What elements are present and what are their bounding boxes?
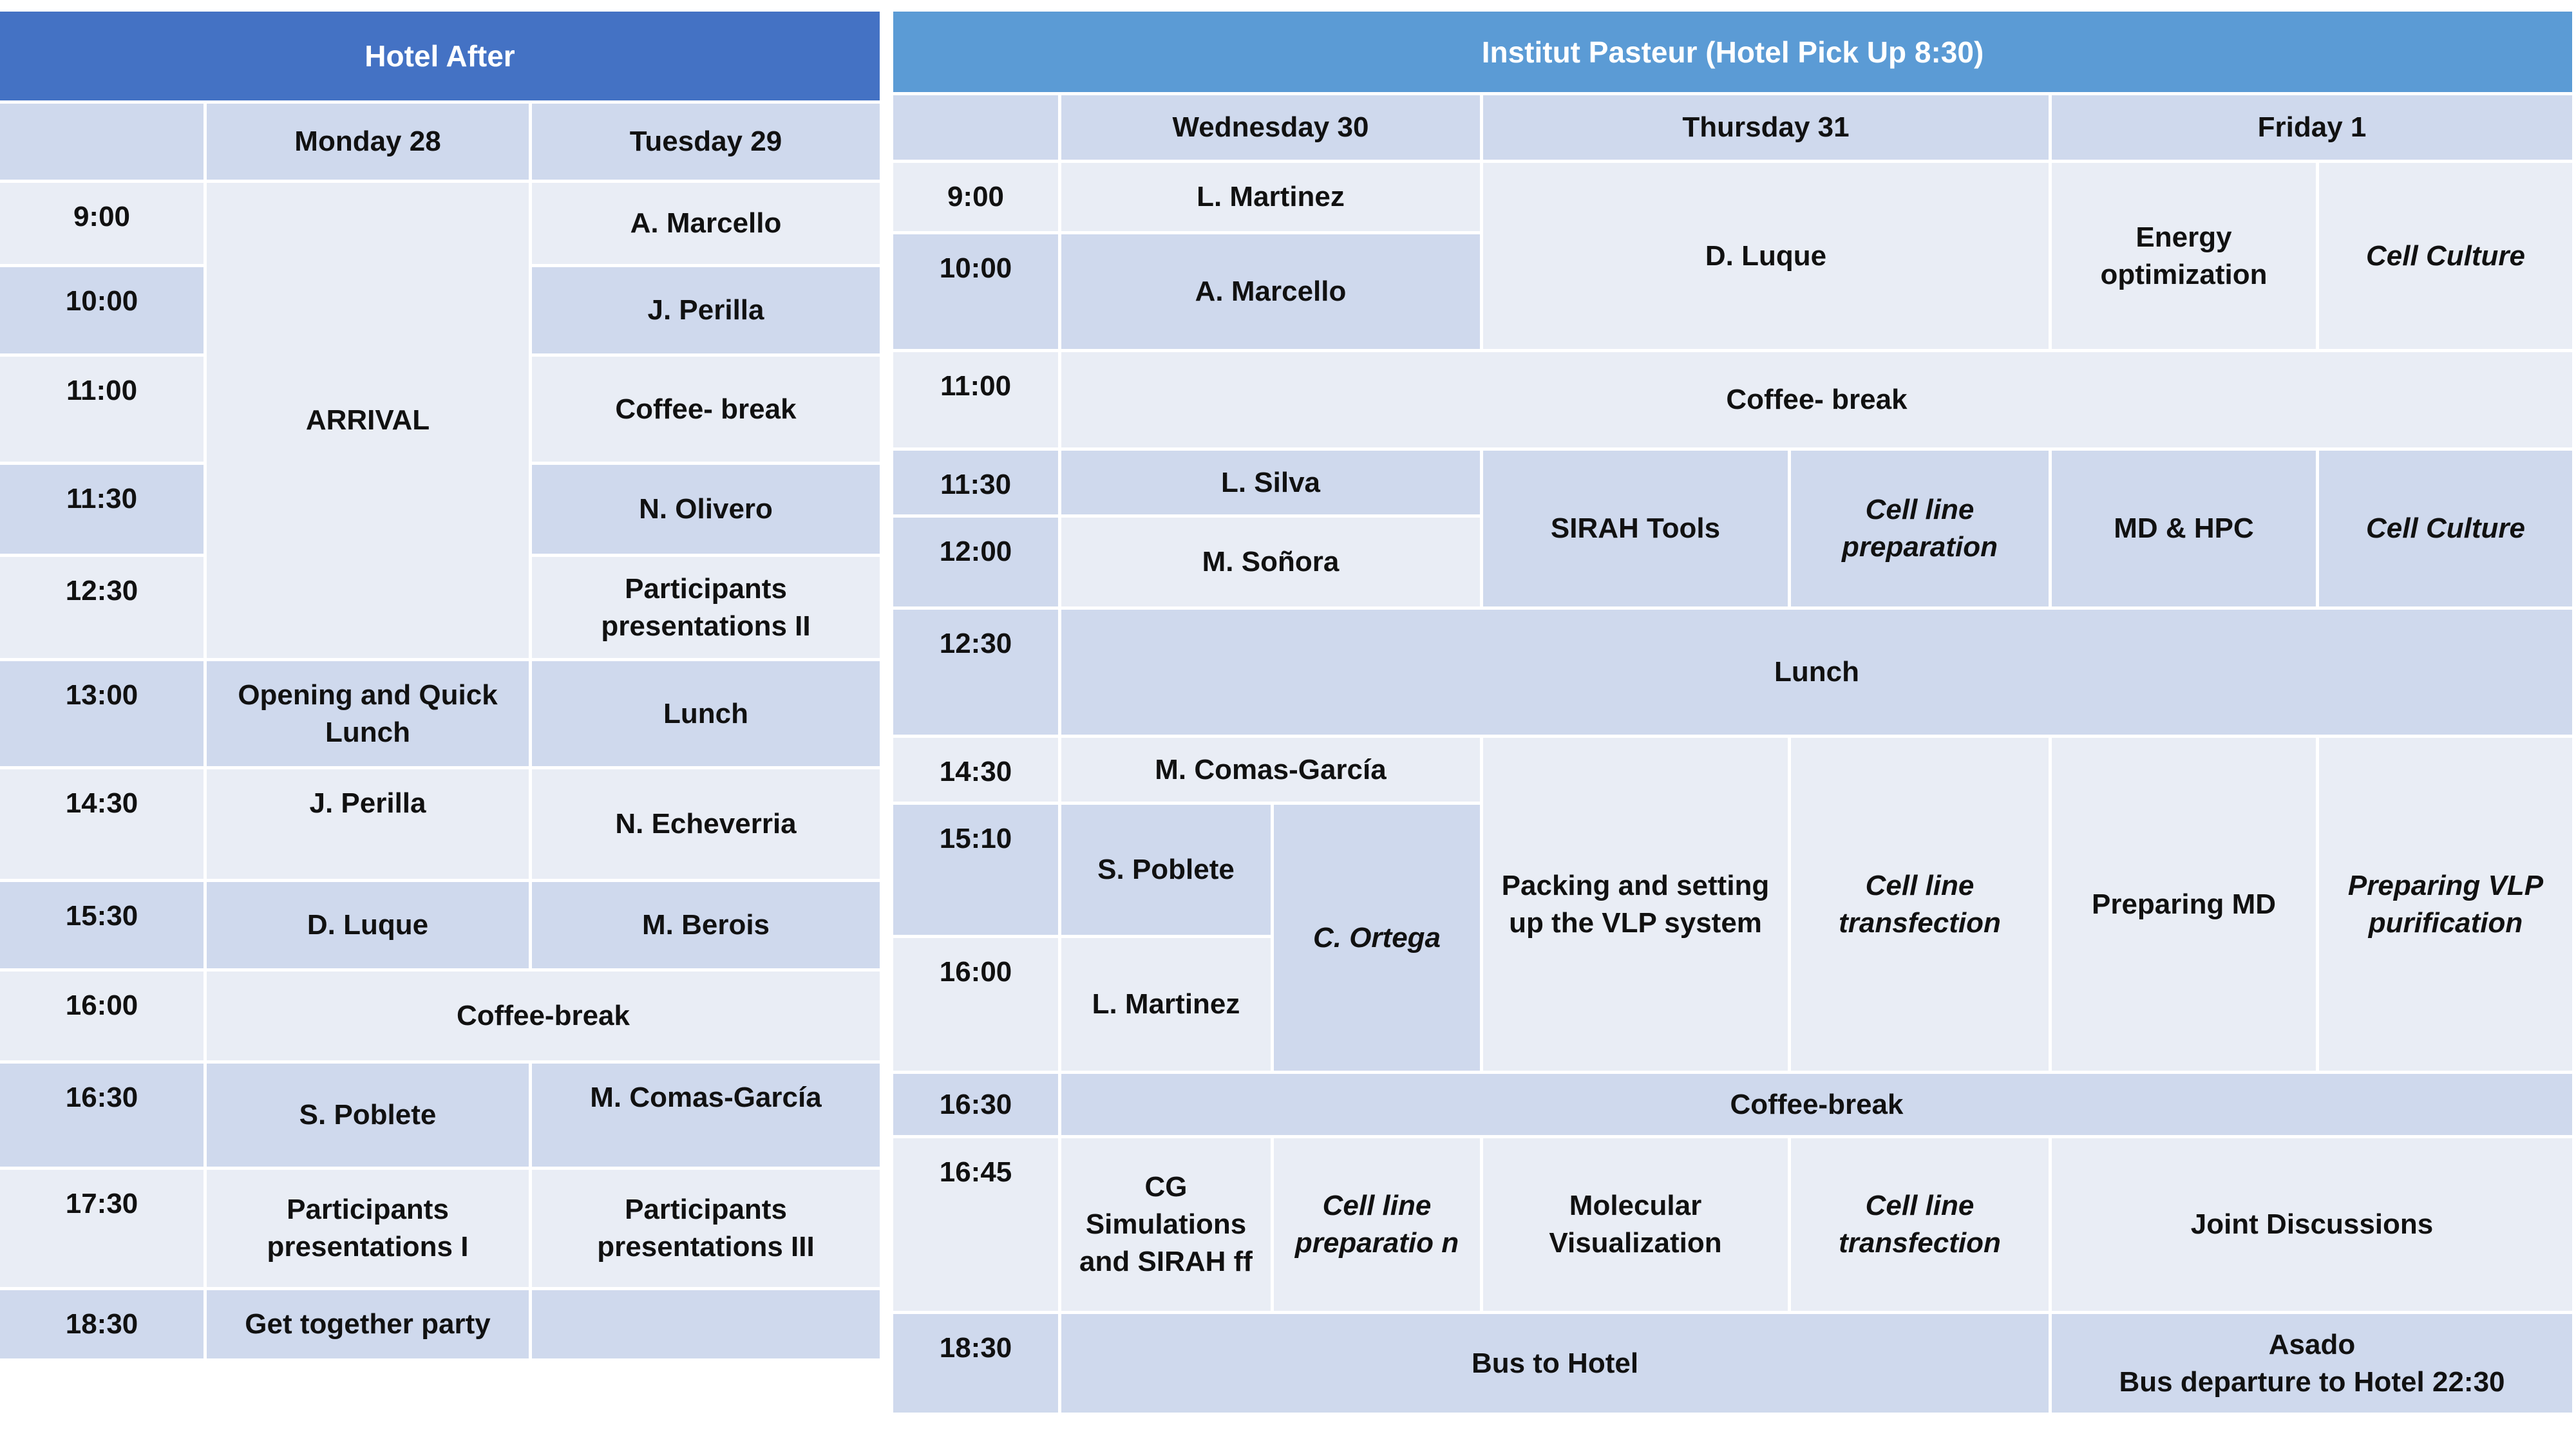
session-cell: J. Perilla [532, 267, 880, 353]
session-cell: J. Perilla [207, 769, 529, 879]
session-cell: Energy optimization [2052, 163, 2316, 349]
presentations-cell: Participants presentations II [532, 557, 880, 658]
time-cell: 9:00 [0, 183, 204, 264]
arrival-cell: ARRIVAL [207, 183, 529, 658]
institut-pasteur-schedule-table [893, 12, 2576, 1426]
day-header-friday: Friday 1 [2052, 95, 2572, 160]
lunch-cell: Lunch [1061, 610, 2572, 735]
day-header-monday: Monday 28 [207, 104, 529, 180]
time-cell: 13:00 [0, 661, 204, 766]
day-header-thursday: Thursday 31 [1483, 95, 2049, 160]
session-cell: M. Comas-García [532, 1064, 880, 1167]
session-cell: D. Luque [1483, 163, 2049, 349]
session-cell: CG Simulations and SIRAH ff [1061, 1138, 1271, 1311]
time-cell: 12:00 [893, 518, 1058, 606]
session-cell: A. Marcello [1061, 234, 1480, 349]
session-cell: N. Echeverria [532, 769, 880, 879]
time-cell: 16:30 [893, 1074, 1058, 1135]
session-cell: S. Poblete [1061, 805, 1271, 935]
table-title: Hotel After [0, 12, 880, 100]
session-cell: C. Ortega [1274, 805, 1480, 1071]
session-cell: Preparing VLP purification [2319, 738, 2572, 1071]
session-cell: S. Poblete [207, 1064, 529, 1167]
session-cell: Cell line preparatio n [1274, 1138, 1480, 1311]
party-cell: Get together party [207, 1290, 529, 1358]
time-cell: 14:30 [893, 738, 1058, 802]
session-cell: M. Soñora [1061, 518, 1480, 606]
coffee-break-cell: Coffee-break [207, 972, 880, 1060]
session-cell: A. Marcello [532, 183, 880, 264]
table-title: Institut Pasteur (Hotel Pick Up 8:30) [893, 12, 2572, 92]
time-cell: 12:30 [0, 557, 204, 658]
session-cell: Cell line transfection [1791, 1138, 2049, 1311]
session-cell: L. Silva [1061, 451, 1480, 514]
time-cell: 18:30 [0, 1290, 204, 1358]
session-cell: Cell Culture [2319, 451, 2572, 606]
time-cell: 11:30 [893, 451, 1058, 514]
session-cell: D. Luque [207, 882, 529, 968]
lunch-cell: Lunch [532, 661, 880, 766]
time-cell: 10:00 [0, 267, 204, 353]
time-cell: 16:30 [0, 1064, 204, 1167]
presentations-cell: Participants presentations III [532, 1170, 880, 1287]
asado-cell [2052, 1314, 2572, 1413]
time-cell: 11:00 [0, 357, 204, 462]
bus-to-hotel-cell: Bus to Hotel [1061, 1314, 2049, 1413]
session-cell: Packing and setting up the VLP system [1483, 738, 1788, 1071]
time-cell: 10:00 [893, 234, 1058, 349]
bus-departure-label: Bus departure to Hotel 22:30 [2119, 1366, 2505, 1398]
opening-lunch-cell: Opening and Quick Lunch [207, 661, 529, 766]
coffee-break-cell: Coffee- break [1061, 352, 2572, 447]
session-cell: L. Martinez [1061, 938, 1271, 1071]
session-cell: M. Berois [532, 882, 880, 968]
session-cell: N. Olivero [532, 465, 880, 554]
session-cell: MD & HPC [2052, 451, 2316, 606]
empty-cell [532, 1290, 880, 1358]
hotel-schedule-table [0, 12, 880, 1380]
time-cell: 16:00 [893, 938, 1058, 1071]
time-cell: 14:30 [0, 769, 204, 879]
time-cell: 11:00 [893, 352, 1058, 447]
time-cell: 18:30 [893, 1314, 1058, 1413]
time-cell: 17:30 [0, 1170, 204, 1287]
time-cell: 11:30 [0, 465, 204, 554]
session-cell: Cell Culture [2319, 163, 2572, 349]
time-cell: 16:45 [893, 1138, 1058, 1311]
asado-label: Asado [2268, 1328, 2356, 1360]
session-cell: Molecular Visualization [1483, 1138, 1788, 1311]
day-header-tuesday: Tuesday 29 [532, 104, 880, 180]
session-cell: Joint Discussions [2052, 1138, 2572, 1311]
session-cell: Cell line preparation [1791, 451, 2049, 606]
corner-cell [0, 104, 204, 180]
time-cell: 15:10 [893, 805, 1058, 935]
presentations-cell: Participants presentations I [207, 1170, 529, 1287]
session-cell: Preparing MD [2052, 738, 2316, 1071]
coffee-break-cell: Coffee-break [1061, 1074, 2572, 1135]
session-cell: SIRAH Tools [1483, 451, 1788, 606]
session-cell: L. Martinez [1061, 163, 1480, 231]
time-cell: 16:00 [0, 972, 204, 1060]
time-cell: 9:00 [893, 163, 1058, 231]
coffee-break-cell: Coffee- break [532, 357, 880, 462]
session-cell: Cell line transfection [1791, 738, 2049, 1071]
session-cell: M. Comas-García [1061, 738, 1480, 802]
day-header-wednesday: Wednesday 30 [1061, 95, 1480, 160]
time-cell: 12:30 [893, 610, 1058, 735]
corner-cell [893, 95, 1058, 160]
time-cell: 15:30 [0, 882, 204, 968]
